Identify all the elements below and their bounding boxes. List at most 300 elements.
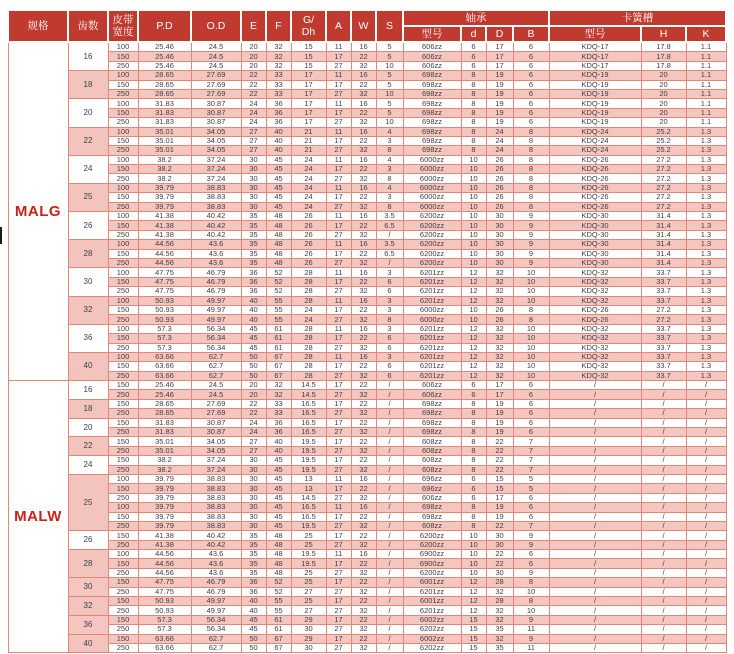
circlip-model-cell: /: [549, 428, 641, 437]
circlip-k-cell: 1.3: [686, 258, 726, 267]
od-cell: 37.24: [191, 465, 241, 474]
bearing-b-cell: 6: [513, 80, 549, 89]
circlip-h-cell: /: [641, 446, 686, 455]
bearing-b-cell: 10: [513, 268, 549, 277]
bearing-model-cell: 6000zz: [403, 165, 461, 174]
bearing-b-cell: 9: [513, 615, 549, 624]
s-cell: /: [376, 258, 403, 267]
bearing-outer-d-cell: 19: [486, 99, 513, 108]
belt-width-cell: 150: [108, 108, 138, 117]
circlip-model-cell: /: [549, 578, 641, 587]
s-cell: 10: [376, 89, 403, 98]
a-cell: 11: [326, 550, 351, 559]
bearing-b-cell: 6: [513, 409, 549, 418]
g-dh-cell: 30: [291, 625, 326, 634]
bearing-model-cell: 6001zz: [403, 578, 461, 587]
w-cell: 16: [351, 183, 376, 192]
belt-width-cell: 250: [108, 446, 138, 455]
belt-width-cell: 150: [108, 634, 138, 643]
od-cell: 56.34: [191, 334, 241, 343]
circlip-h-cell: 20: [641, 99, 686, 108]
header-belt-width: [108, 10, 138, 42]
bearing-model-cell: 6201zz: [403, 268, 461, 277]
bearing-b-cell: 8: [513, 165, 549, 174]
bearing-b-cell: 6: [513, 42, 549, 52]
a-cell: 17: [326, 80, 351, 89]
e-cell: 50: [241, 634, 266, 643]
header-spec: 规格: [8, 10, 68, 42]
pd-cell: 31.83: [138, 108, 191, 117]
f-cell: 61: [266, 625, 291, 634]
s-cell: /: [376, 399, 403, 408]
s-cell: 3: [376, 268, 403, 277]
circlip-h-cell: 33.7: [641, 324, 686, 333]
a-cell: 27: [326, 606, 351, 615]
table-row: [8, 521, 726, 530]
od-cell: 56.34: [191, 324, 241, 333]
circlip-k-cell: 1.3: [686, 352, 726, 361]
circlip-h-cell: /: [641, 465, 686, 474]
s-cell: /: [376, 418, 403, 427]
circlip-h-cell: 20: [641, 80, 686, 89]
od-cell: 34.05: [191, 437, 241, 446]
table-row: [8, 296, 726, 305]
od-cell: 24.5: [191, 52, 241, 61]
table-row: [8, 174, 726, 183]
header-s: S: [376, 10, 403, 42]
teeth-cell: 30: [68, 578, 108, 597]
pd-cell: 47.75: [138, 578, 191, 587]
bearing-model-cell: 696zz: [403, 484, 461, 493]
header-bearing-d: d: [461, 26, 486, 42]
a-cell: 17: [326, 108, 351, 117]
bearing-d-cell: 8: [461, 399, 486, 408]
table-row: [8, 249, 726, 258]
g-dh-cell: 24: [291, 315, 326, 324]
g-dh-cell: 17: [291, 108, 326, 117]
bearing-outer-d-cell: 26: [486, 165, 513, 174]
e-cell: 30: [241, 484, 266, 493]
od-cell: 37.24: [191, 174, 241, 183]
circlip-model-cell: KDQ-32: [549, 371, 641, 380]
bearing-model-cell: 6200zz: [403, 240, 461, 249]
od-cell: 46.79: [191, 268, 241, 277]
a-cell: 17: [326, 559, 351, 568]
table-row: [8, 634, 726, 643]
od-cell: 49.97: [191, 296, 241, 305]
f-cell: 45: [266, 484, 291, 493]
pd-cell: 25.46: [138, 390, 191, 399]
g-dh-cell: 16.5: [291, 409, 326, 418]
circlip-h-cell: 17.8: [641, 42, 686, 52]
s-cell: /: [376, 390, 403, 399]
pd-cell: 41.38: [138, 531, 191, 540]
e-cell: 22: [241, 71, 266, 80]
f-cell: 61: [266, 343, 291, 352]
bearing-model-cell: 6002zz: [403, 615, 461, 624]
w-cell: 16: [351, 352, 376, 361]
teeth-cell: 18: [68, 399, 108, 418]
pd-cell: 44.56: [138, 550, 191, 559]
table-row: [8, 127, 726, 136]
circlip-h-cell: /: [641, 587, 686, 596]
circlip-k-cell: 1.3: [686, 221, 726, 230]
belt-width-cell: 250: [108, 61, 138, 70]
g-dh-cell: 28: [291, 287, 326, 296]
bearing-d-cell: 12: [461, 296, 486, 305]
w-cell: 32: [351, 89, 376, 98]
table-header: [8, 10, 726, 42]
bearing-b-cell: 6: [513, 118, 549, 127]
od-cell: 27.69: [191, 89, 241, 98]
f-cell: 36: [266, 108, 291, 117]
bearing-model-cell: 698zz: [403, 80, 461, 89]
a-cell: 11: [326, 352, 351, 361]
od-cell: 30.87: [191, 418, 241, 427]
f-cell: 61: [266, 334, 291, 343]
w-cell: 16: [351, 42, 376, 52]
circlip-model-cell: KDQ-30: [549, 230, 641, 239]
table-row: [8, 615, 726, 624]
w-cell: 22: [351, 136, 376, 145]
s-cell: 6.5: [376, 249, 403, 258]
pd-cell: 35.01: [138, 146, 191, 155]
bearing-model-cell: 6000zz: [403, 193, 461, 202]
bearing-model-cell: 6900zz: [403, 550, 461, 559]
bearing-b-cell: 6: [513, 108, 549, 117]
bearing-d-cell: 12: [461, 287, 486, 296]
od-cell: 38.83: [191, 493, 241, 502]
bearing-outer-d-cell: 19: [486, 503, 513, 512]
bearing-model-cell: 6201zz: [403, 606, 461, 615]
bearing-b-cell: 7: [513, 446, 549, 455]
od-cell: 24.5: [191, 61, 241, 70]
table-row: [8, 258, 726, 267]
circlip-model-cell: KDQ-19: [549, 108, 641, 117]
belt-width-cell: 150: [108, 559, 138, 568]
bearing-outer-d-cell: 22: [486, 456, 513, 465]
bearing-outer-d-cell: 19: [486, 71, 513, 80]
g-dh-cell: 26: [291, 221, 326, 230]
od-cell: 49.97: [191, 305, 241, 314]
bearing-d-cell: 10: [461, 258, 486, 267]
a-cell: 17: [326, 399, 351, 408]
g-dh-cell: 19.5: [291, 437, 326, 446]
s-cell: 6: [376, 362, 403, 371]
belt-width-cell: 100: [108, 324, 138, 333]
e-cell: 35: [241, 258, 266, 267]
od-cell: 46.79: [191, 277, 241, 286]
g-dh-cell: 25: [291, 578, 326, 587]
e-cell: 40: [241, 315, 266, 324]
pd-cell: 47.75: [138, 287, 191, 296]
table-row: [8, 315, 726, 324]
circlip-h-cell: 17.8: [641, 52, 686, 61]
table-row: [8, 202, 726, 211]
a-cell: 27: [326, 625, 351, 634]
a-cell: 11: [326, 155, 351, 164]
bearing-d-cell: 10: [461, 230, 486, 239]
bearing-d-cell: 10: [461, 221, 486, 230]
bearing-model-cell: 698zz: [403, 503, 461, 512]
circlip-k-cell: 1.3: [686, 155, 726, 164]
belt-width-cell: 150: [108, 305, 138, 314]
e-cell: 40: [241, 296, 266, 305]
circlip-model-cell: /: [549, 390, 641, 399]
circlip-model-cell: /: [549, 465, 641, 474]
header-circlip-h: H: [641, 26, 686, 42]
bearing-b-cell: 9: [513, 634, 549, 643]
a-cell: 17: [326, 597, 351, 606]
e-cell: 27: [241, 437, 266, 446]
circlip-model-cell: KDQ-32: [549, 362, 641, 371]
table-row: [8, 362, 726, 371]
s-cell: 8: [376, 146, 403, 155]
w-cell: 32: [351, 409, 376, 418]
bearing-d-cell: 12: [461, 371, 486, 380]
pd-cell: 31.83: [138, 99, 191, 108]
e-cell: 20: [241, 52, 266, 61]
g-dh-cell: 21: [291, 146, 326, 155]
e-cell: 35: [241, 249, 266, 258]
circlip-k-cell: 1.3: [686, 174, 726, 183]
bearing-outer-d-cell: 19: [486, 428, 513, 437]
circlip-model-cell: /: [549, 381, 641, 390]
s-cell: /: [376, 644, 403, 653]
e-cell: 36: [241, 277, 266, 286]
belt-width-cell: 150: [108, 615, 138, 624]
f-cell: 33: [266, 80, 291, 89]
bearing-b-cell: 6: [513, 493, 549, 502]
bearing-model-cell: 6001zz: [403, 597, 461, 606]
circlip-model-cell: /: [549, 484, 641, 493]
circlip-k-cell: /: [686, 644, 726, 653]
bearing-b-cell: 9: [513, 540, 549, 549]
bearing-d-cell: 12: [461, 352, 486, 361]
belt-width-cell: 150: [108, 437, 138, 446]
pd-cell: 39.79: [138, 512, 191, 521]
w-cell: 16: [351, 324, 376, 333]
pd-cell: 39.79: [138, 503, 191, 512]
circlip-k-cell: 1.3: [686, 305, 726, 314]
e-cell: 35: [241, 240, 266, 249]
s-cell: /: [376, 474, 403, 483]
circlip-model-cell: /: [549, 503, 641, 512]
bearing-b-cell: 5: [513, 484, 549, 493]
w-cell: 32: [351, 540, 376, 549]
pd-cell: 38.2: [138, 165, 191, 174]
table-row: [8, 512, 726, 521]
bearing-d-cell: 6: [461, 52, 486, 61]
circlip-h-cell: /: [641, 615, 686, 624]
bearing-b-cell: 6: [513, 428, 549, 437]
bearing-outer-d-cell: 32: [486, 277, 513, 286]
circlip-model-cell: KDQ-26: [549, 202, 641, 211]
belt-width-cell: 150: [108, 277, 138, 286]
bearing-model-cell: 6201zz: [403, 343, 461, 352]
bearing-outer-d-cell: 17: [486, 493, 513, 502]
s-cell: 3: [376, 352, 403, 361]
bearing-model-cell: 6201zz: [403, 324, 461, 333]
e-cell: 40: [241, 597, 266, 606]
circlip-h-cell: /: [641, 409, 686, 418]
s-cell: /: [376, 493, 403, 502]
a-cell: 27: [326, 644, 351, 653]
w-cell: 22: [351, 80, 376, 89]
pd-cell: 38.2: [138, 174, 191, 183]
bearing-b-cell: 6: [513, 381, 549, 390]
circlip-model-cell: /: [549, 531, 641, 540]
bearing-outer-d-cell: 24: [486, 136, 513, 145]
e-cell: 20: [241, 390, 266, 399]
f-cell: 61: [266, 615, 291, 624]
bearing-d-cell: 10: [461, 202, 486, 211]
bearing-model-cell: 698zz: [403, 418, 461, 427]
circlip-k-cell: /: [686, 550, 726, 559]
circlip-model-cell: KDQ-32: [549, 277, 641, 286]
a-cell: 11: [326, 99, 351, 108]
pd-cell: 28.65: [138, 89, 191, 98]
bearing-b-cell: 9: [513, 568, 549, 577]
circlip-k-cell: 1.1: [686, 89, 726, 98]
bearing-b-cell: 8: [513, 578, 549, 587]
belt-width-cell: 150: [108, 221, 138, 230]
bearing-model-cell: 606zz: [403, 52, 461, 61]
bearing-outer-d-cell: 30: [486, 212, 513, 221]
circlip-k-cell: 1.3: [686, 136, 726, 145]
w-cell: 22: [351, 381, 376, 390]
bearing-b-cell: 9: [513, 240, 549, 249]
circlip-k-cell: /: [686, 437, 726, 446]
table-row: [8, 559, 726, 568]
od-cell: 46.79: [191, 287, 241, 296]
a-cell: 27: [326, 568, 351, 577]
table-row: [8, 531, 726, 540]
w-cell: 22: [351, 52, 376, 61]
g-dh-cell: 13: [291, 474, 326, 483]
circlip-k-cell: /: [686, 409, 726, 418]
bearing-outer-d-cell: 19: [486, 418, 513, 427]
f-cell: 36: [266, 428, 291, 437]
belt-width-cell: 250: [108, 540, 138, 549]
g-dh-cell: 16.5: [291, 418, 326, 427]
od-cell: 27.69: [191, 80, 241, 89]
bearing-outer-d-cell: 26: [486, 183, 513, 192]
table-row: [8, 118, 726, 127]
table-body: [8, 42, 726, 653]
circlip-model-cell: KDQ-17: [549, 52, 641, 61]
g-dh-cell: 28: [291, 352, 326, 361]
s-cell: /: [376, 625, 403, 634]
circlip-model-cell: /: [549, 474, 641, 483]
bearing-outer-d-cell: 32: [486, 634, 513, 643]
bearing-d-cell: 8: [461, 71, 486, 80]
pd-cell: 38.2: [138, 155, 191, 164]
bearing-model-cell: 6201zz: [403, 587, 461, 596]
od-cell: 30.87: [191, 99, 241, 108]
circlip-model-cell: KDQ-26: [549, 155, 641, 164]
w-cell: 32: [351, 371, 376, 380]
od-cell: 40.42: [191, 531, 241, 540]
table-row: [8, 52, 726, 61]
circlip-h-cell: 20: [641, 108, 686, 117]
e-cell: 27: [241, 446, 266, 455]
circlip-h-cell: /: [641, 540, 686, 549]
w-cell: 16: [351, 240, 376, 249]
f-cell: 45: [266, 155, 291, 164]
od-cell: 62.7: [191, 352, 241, 361]
circlip-h-cell: 27.2: [641, 305, 686, 314]
a-cell: 27: [326, 343, 351, 352]
teeth-cell: 24: [68, 155, 108, 183]
s-cell: 5: [376, 108, 403, 117]
belt-width-cell: 150: [108, 165, 138, 174]
od-cell: 34.05: [191, 446, 241, 455]
bearing-model-cell: 698zz: [403, 108, 461, 117]
e-cell: 50: [241, 644, 266, 653]
circlip-h-cell: /: [641, 390, 686, 399]
bearing-model-cell: 6000zz: [403, 183, 461, 192]
e-cell: 35: [241, 221, 266, 230]
circlip-h-cell: /: [641, 644, 686, 653]
s-cell: 10: [376, 118, 403, 127]
a-cell: 17: [326, 578, 351, 587]
od-cell: 24.5: [191, 42, 241, 52]
s-cell: 3: [376, 324, 403, 333]
g-dh-cell: 24: [291, 193, 326, 202]
f-cell: 45: [266, 165, 291, 174]
e-cell: 45: [241, 343, 266, 352]
s-cell: 5: [376, 52, 403, 61]
circlip-h-cell: 27.2: [641, 183, 686, 192]
bearing-b-cell: 10: [513, 287, 549, 296]
g-dh-cell: 14.5: [291, 390, 326, 399]
bearing-d-cell: 6: [461, 42, 486, 52]
table-row: [8, 268, 726, 277]
bearing-b-cell: 9: [513, 258, 549, 267]
circlip-model-cell: KDQ-26: [549, 165, 641, 174]
g-dh-cell: 25: [291, 597, 326, 606]
bearing-d-cell: 10: [461, 305, 486, 314]
s-cell: 6: [376, 287, 403, 296]
bearing-d-cell: 8: [461, 118, 486, 127]
belt-width-cell: 250: [108, 625, 138, 634]
bearing-outer-d-cell: 17: [486, 381, 513, 390]
a-cell: 27: [326, 89, 351, 98]
table-row: [8, 99, 726, 108]
belt-width-cell: 150: [108, 193, 138, 202]
header-g-dh-label: G/Dh: [301, 13, 316, 38]
a-cell: 17: [326, 531, 351, 540]
belt-width-cell: 100: [108, 503, 138, 512]
bearing-d-cell: 8: [461, 456, 486, 465]
table-row: [8, 399, 726, 408]
table-row: [8, 493, 726, 502]
belt-width-cell: 250: [108, 587, 138, 596]
g-dh-cell: 17: [291, 80, 326, 89]
a-cell: 27: [326, 230, 351, 239]
bearing-model-cell: 6201zz: [403, 371, 461, 380]
a-cell: 17: [326, 136, 351, 145]
od-cell: 27.69: [191, 71, 241, 80]
bearing-b-cell: 8: [513, 315, 549, 324]
e-cell: 24: [241, 99, 266, 108]
f-cell: 61: [266, 324, 291, 333]
f-cell: 55: [266, 606, 291, 615]
bearing-model-cell: 698zz: [403, 428, 461, 437]
od-cell: 30.87: [191, 428, 241, 437]
bearing-b-cell: 9: [513, 221, 549, 230]
